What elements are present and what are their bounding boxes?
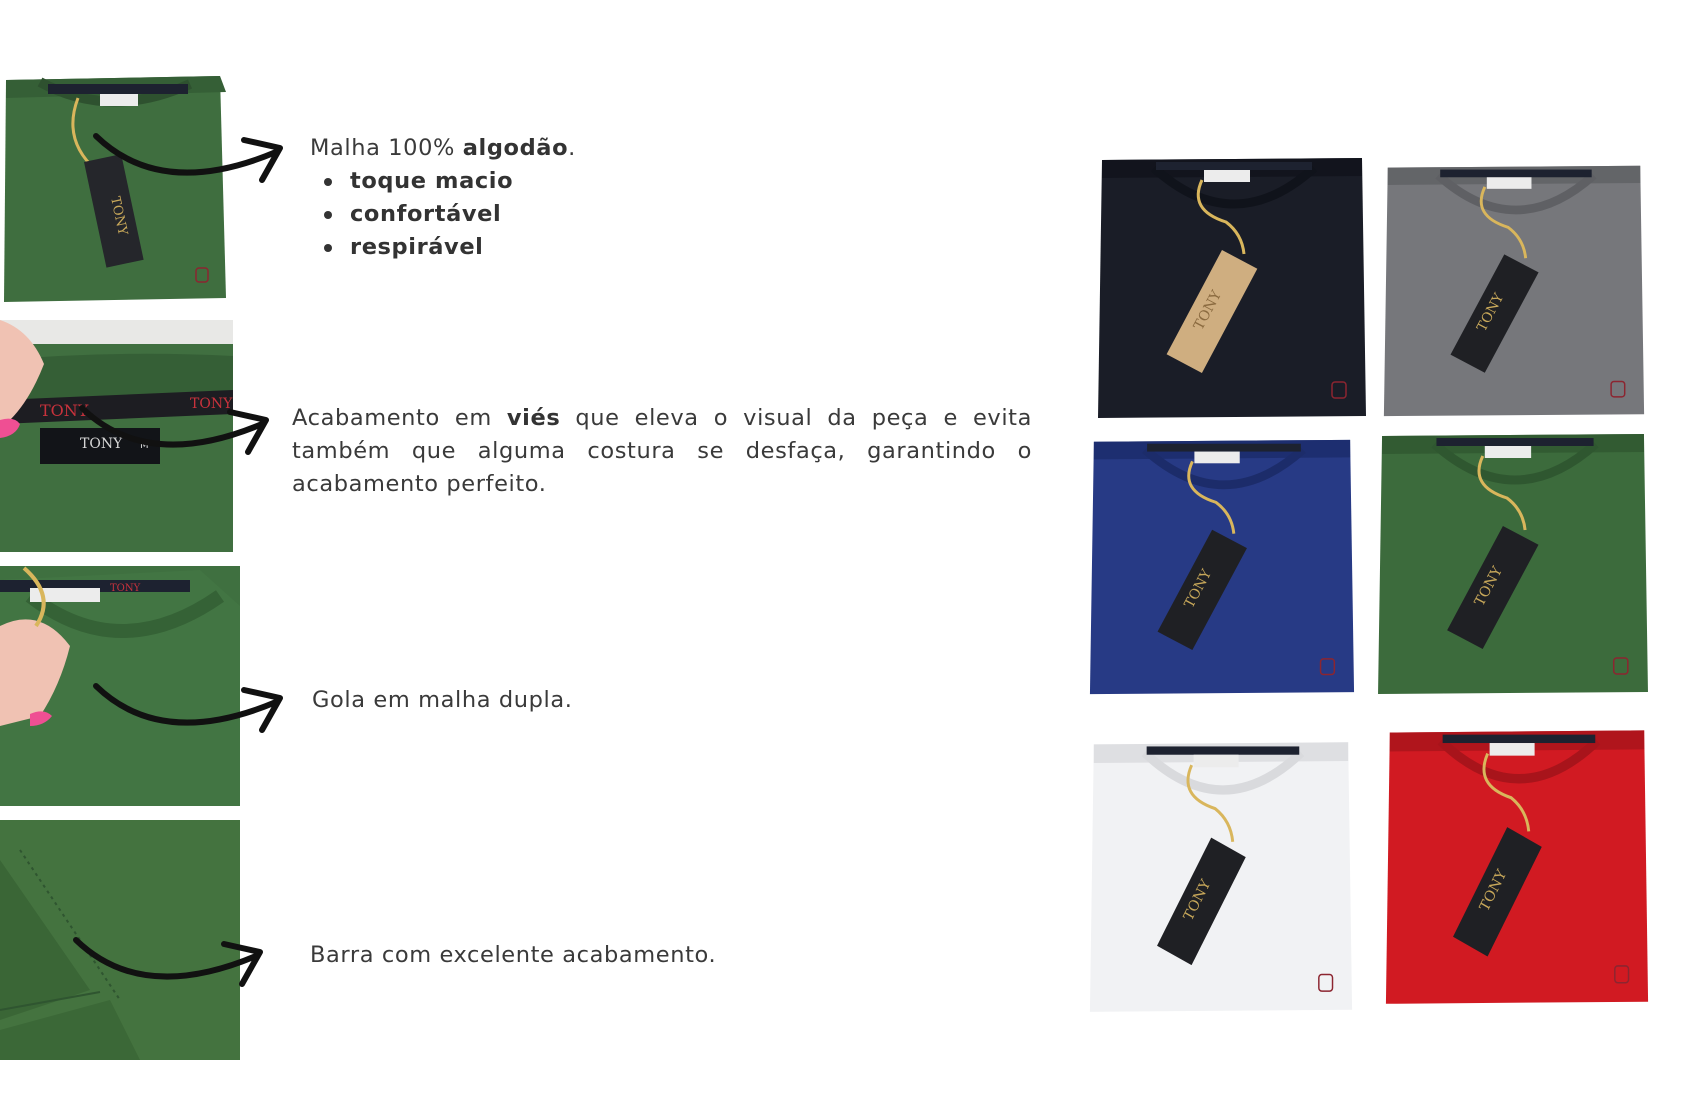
collar-tape	[1440, 170, 1591, 178]
svg-text:TONY: TONY	[80, 436, 123, 452]
arrow-icon	[92, 130, 292, 200]
svg-text:TONY: TONY	[190, 396, 233, 412]
feature-fabric-list	[310, 165, 770, 264]
shirt-white	[1086, 734, 1356, 1016]
svg-text:TONY: TONY	[107, 195, 130, 237]
neck-label	[1490, 743, 1535, 756]
feature-bias-finish: Acabamento em viés que eleva o visual da peça e evita também que alguma costura se desfaça, garantindo o acabamento perfeito.	[292, 405, 1032, 497]
hang-tag-brand: TONY	[1180, 877, 1215, 924]
shirt-red	[1382, 722, 1652, 1008]
hang-tag-brand: TONY	[1473, 290, 1508, 335]
list-item: confortável	[350, 198, 770, 231]
collar-tape	[1147, 444, 1301, 452]
shirt-gray	[1380, 158, 1648, 420]
list-item: respirável	[350, 231, 770, 264]
hang-tag-brand: TONY	[1477, 867, 1511, 915]
svg-text:TONY: TONY	[40, 401, 89, 420]
hang-tag-brand: TONY	[1190, 288, 1225, 333]
hang-tag-brand: TONY	[1181, 566, 1216, 611]
feature-fabric-lead: Malha 100% algodão.	[310, 135, 576, 161]
neck-label	[1487, 177, 1532, 189]
feature-fabric	[310, 132, 770, 264]
shirt-green	[1374, 426, 1652, 698]
neck-label	[1204, 170, 1250, 182]
neck-label	[1485, 446, 1531, 458]
neck-label	[1194, 452, 1239, 464]
arrow-icon	[78, 400, 278, 470]
collar-tape	[1156, 162, 1312, 170]
arrow-icon	[92, 678, 292, 748]
arrow-icon	[72, 932, 272, 1002]
neck-label	[1194, 755, 1239, 767]
list-item: toque macio	[350, 165, 770, 198]
feature-collar: Gola em malha dupla.	[312, 687, 573, 713]
collar-tape	[1443, 735, 1596, 743]
svg-text:TONY: TONY	[110, 583, 141, 594]
svg-text:M: M	[140, 440, 149, 451]
feature-hem: Barra com excelente acabamento.	[310, 942, 717, 968]
hang-tag-brand: TONY	[1471, 564, 1506, 609]
shirt-blue	[1086, 432, 1358, 698]
shirt-black	[1094, 150, 1370, 422]
collar-tape	[1147, 746, 1300, 754]
collar-tape	[1436, 438, 1593, 446]
